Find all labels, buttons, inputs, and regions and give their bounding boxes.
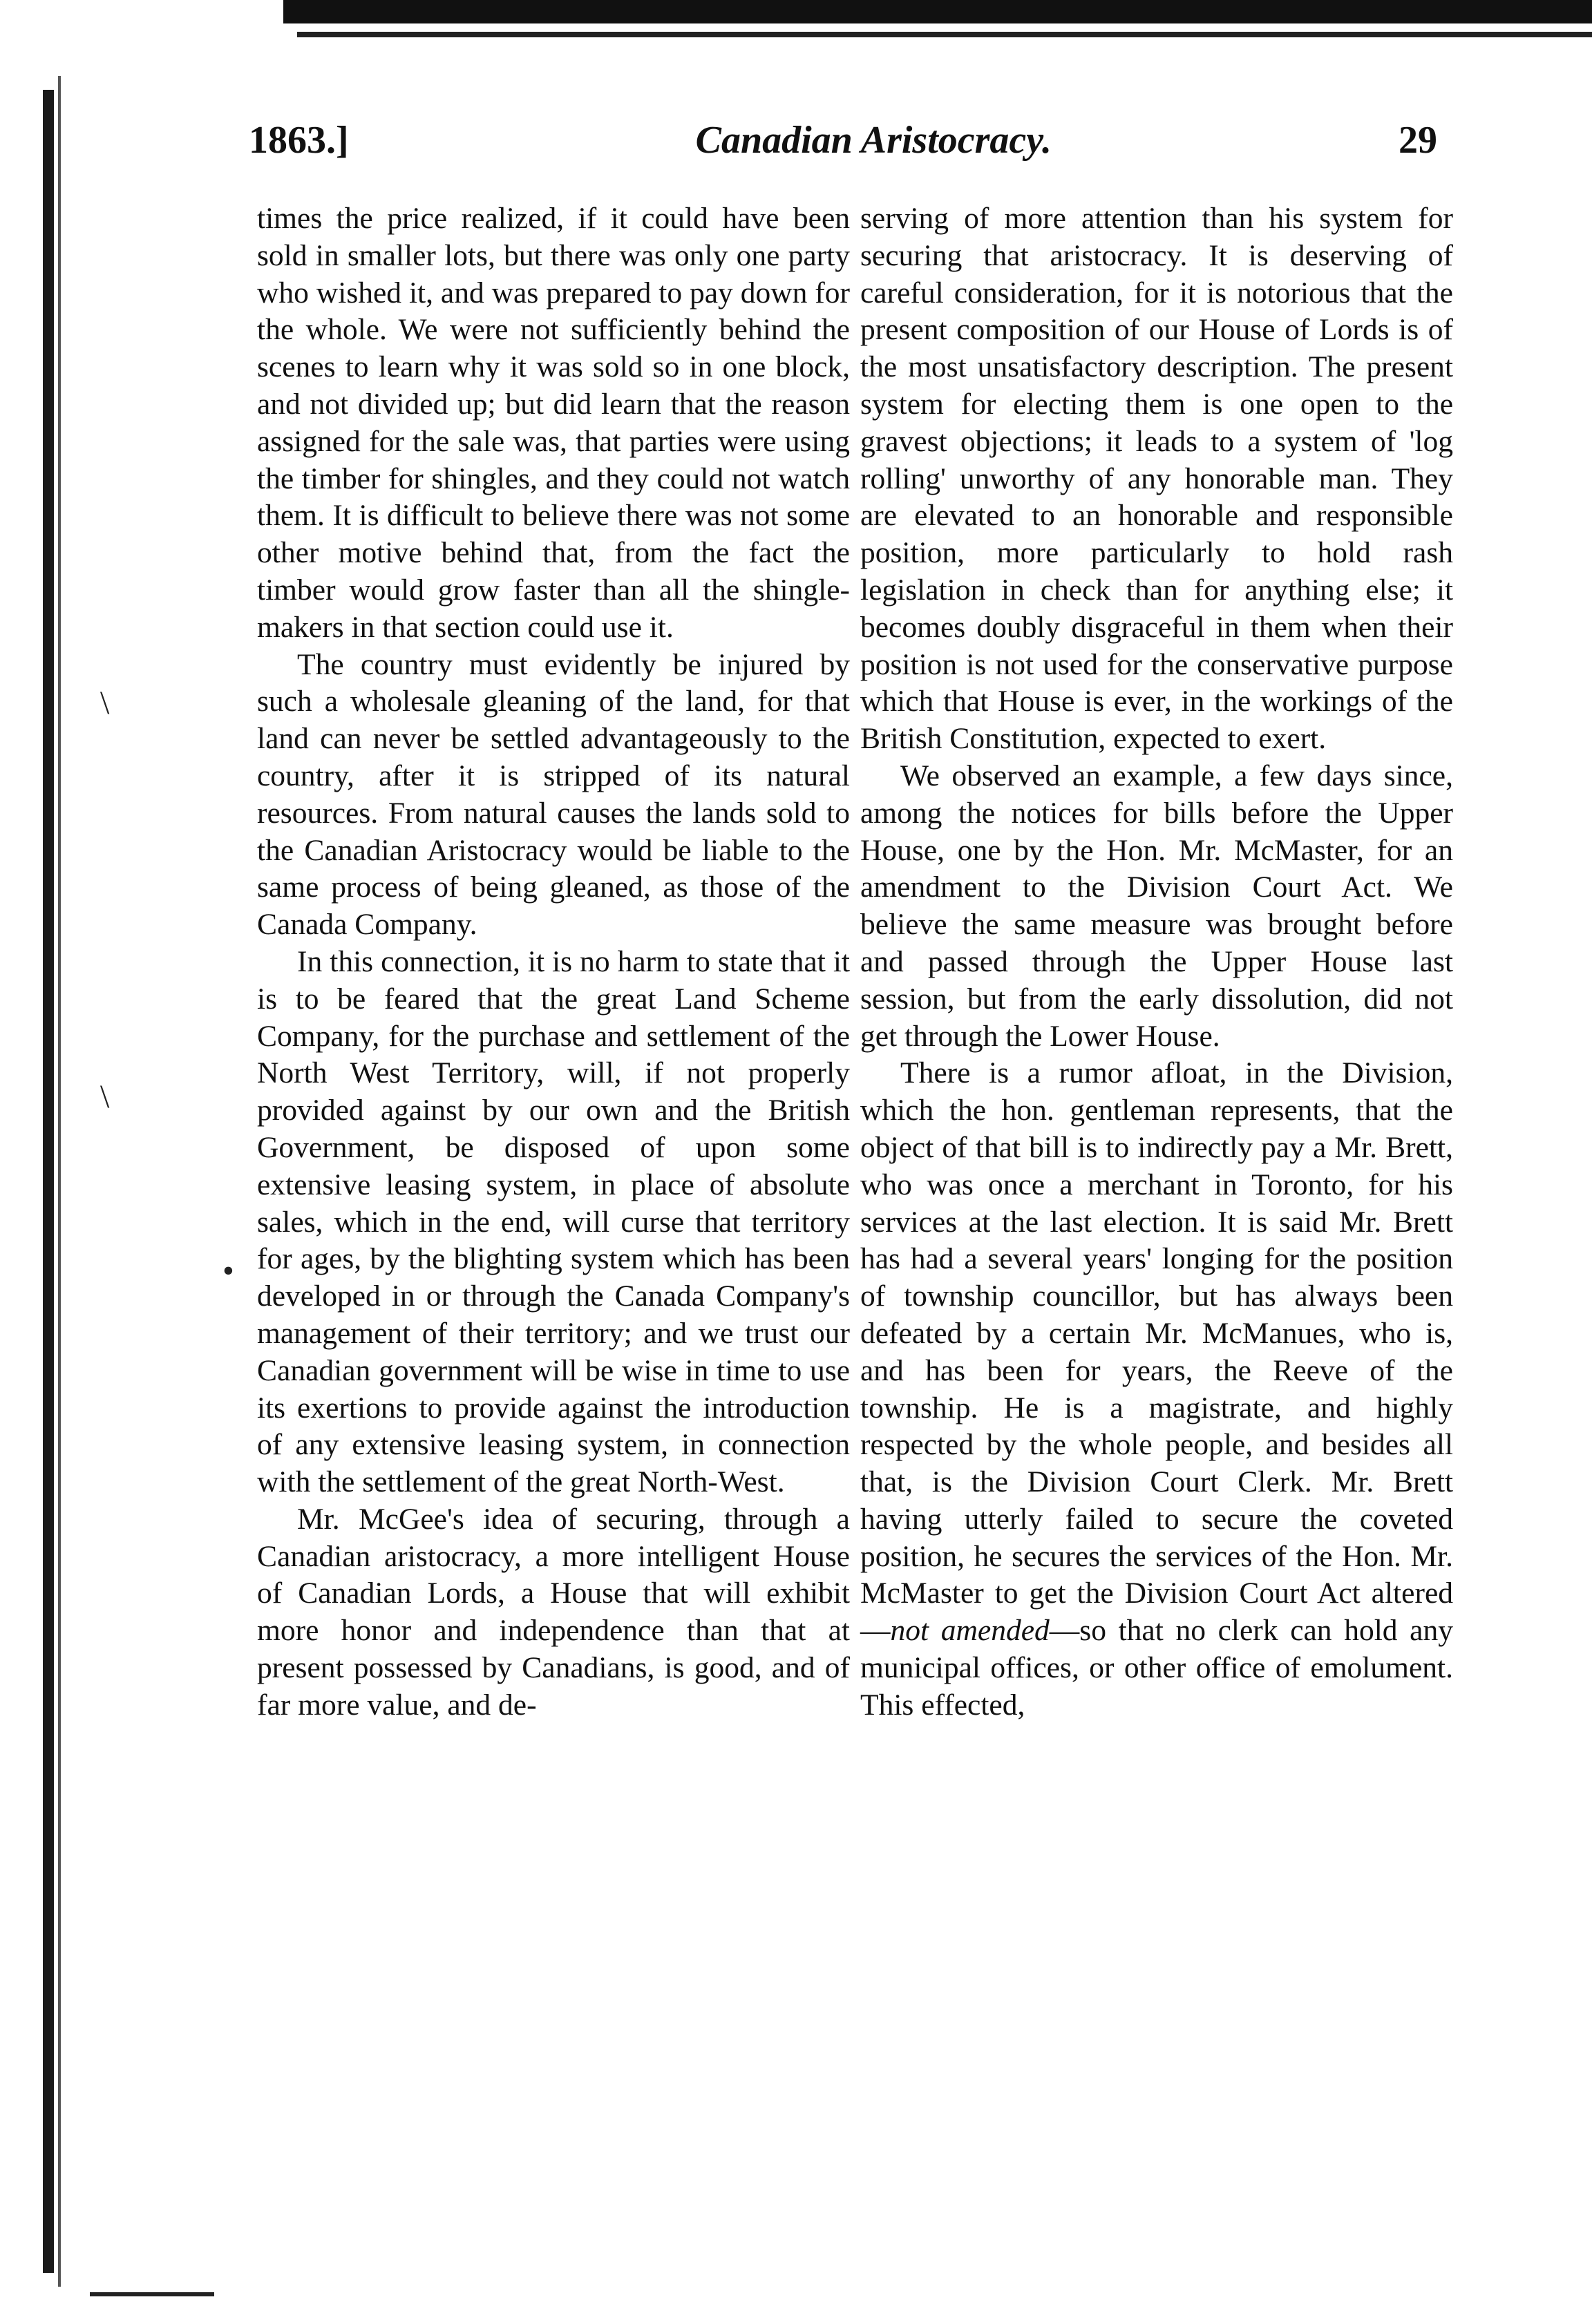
bottom-page-rule (90, 2292, 214, 2296)
italic-phrase: not amended (890, 1614, 1050, 1648)
page-number: 29 (1399, 119, 1437, 162)
paragraph (860, 1055, 1453, 1724)
binding-edge (43, 90, 54, 2273)
running-header (249, 116, 1437, 164)
margin-mark: • (222, 1253, 234, 1289)
header-title: Canadian Aristocracy. (695, 119, 1052, 162)
paragraph-text: —so that no clerk can hold any municipal offices, or other office of emolument. This effected, (860, 1614, 1453, 1722)
right-column (860, 200, 1453, 1724)
paragraph: We observed an example, a few days since, among the notices for bills before the Upper House, one by the Hon. Mr. McMaster, for an amendment to the Division Court Act. We believe the same measure was brought before and passed through the Upper House last session, but from the early dissolution, did not get through the Lower House. (860, 759, 1453, 1053)
paragraph: Mr. McGee's idea of securing, through a Canadian aristocracy, a more intelligent House of Canadian Lords, a House that will exhibit more honor and independence than that at present possessed by Canadians, is good, and of far more value, and de- (257, 1502, 850, 1722)
paragraph-text: There is a rumor afloat, in the Division, which the hon. gentleman represents, that the object of that bill is to indirectly pay a Mr. Brett, who was once a merchant in Toronto, for his services at the last election. It is said Mr. Brett has had a several years' longing for the position of township councillor, but has always been defeated by a certain Mr. McManues, who is, and has been for years, the Reeve of the township. He is a magistrate, and highly respected by the whole people, and besides all that, is the Division Court Clerk. Mr. Brett having utterly failed to secure the coveted position, he secures the services of the Hon. Mr. McMaster to get the Division Court Act altered— (860, 1056, 1453, 1648)
paragraph: In this connection, it is no harm to state that it is to be feared that the great Land Scheme Company, for the purchase and settlement of the North West Territory, will, if not properly provided against by our own and the British Government, be disposed of upon some extensive leasing system, in place of absolute sales, which in the end, will curse that territory for ages, by the blighting system which has been developed in or through the Canada Company's management of their territory; and we trust our Canadian government will be wise in time to use its exertions to provide against the introduction of any extensive leasing system, in connection with the settlement of the great North-West. (257, 944, 850, 1499)
paragraph: times the price realized, if it could have been sold in smaller lots, but there was only one party who wished it, and was prepared to pay down for the whole. We were not sufficiently behind the scenes to learn why it was sold so in one block, and not divided up; but did learn that the reason assigned for the sale was, that parties were using the timber for shingles, and they could not watch them. It is difficult to believe there was not some other motive behind that, from the fact the timber would grow faster than all the shingle-makers in that section could use it. (257, 202, 850, 644)
margin-mark: \ (100, 1078, 110, 1115)
paragraph: serving of more attention than his system for securing that aristocracy. It is deserving of careful consideration, for it is notorious that the present composition of our House of Lords is of the most unsatisfactory description. The present system for electing them is one open to the gravest objections; it leads to a system of 'log rolling' unworthy of any honorable man. They are elevated to an honorable and responsible position, more particularly to hold rash legislation in check than for anything else; it becomes doubly disgraceful in them when their position is not used for the conservative purpose which that House is ever, in the workings of the British Constitution, expected to exert. (860, 202, 1453, 756)
margin-mark: \ (100, 685, 110, 721)
paragraph: The country must evidently be injured by such a wholesale gleaning of the land, for that land can never be settled advantageously to the country, after it is stripped of its natural resources. From natural causes the lands sold to the Canadian Aristocracy would be liable to the same process of being gleaned, as those of the Canada Company. (257, 647, 850, 942)
header-year: 1863.] (249, 119, 349, 162)
top-page-rule-thin (297, 32, 1592, 37)
binding-edge-shadow (58, 76, 61, 2287)
top-page-rule (283, 0, 1592, 23)
left-column (257, 200, 850, 1724)
